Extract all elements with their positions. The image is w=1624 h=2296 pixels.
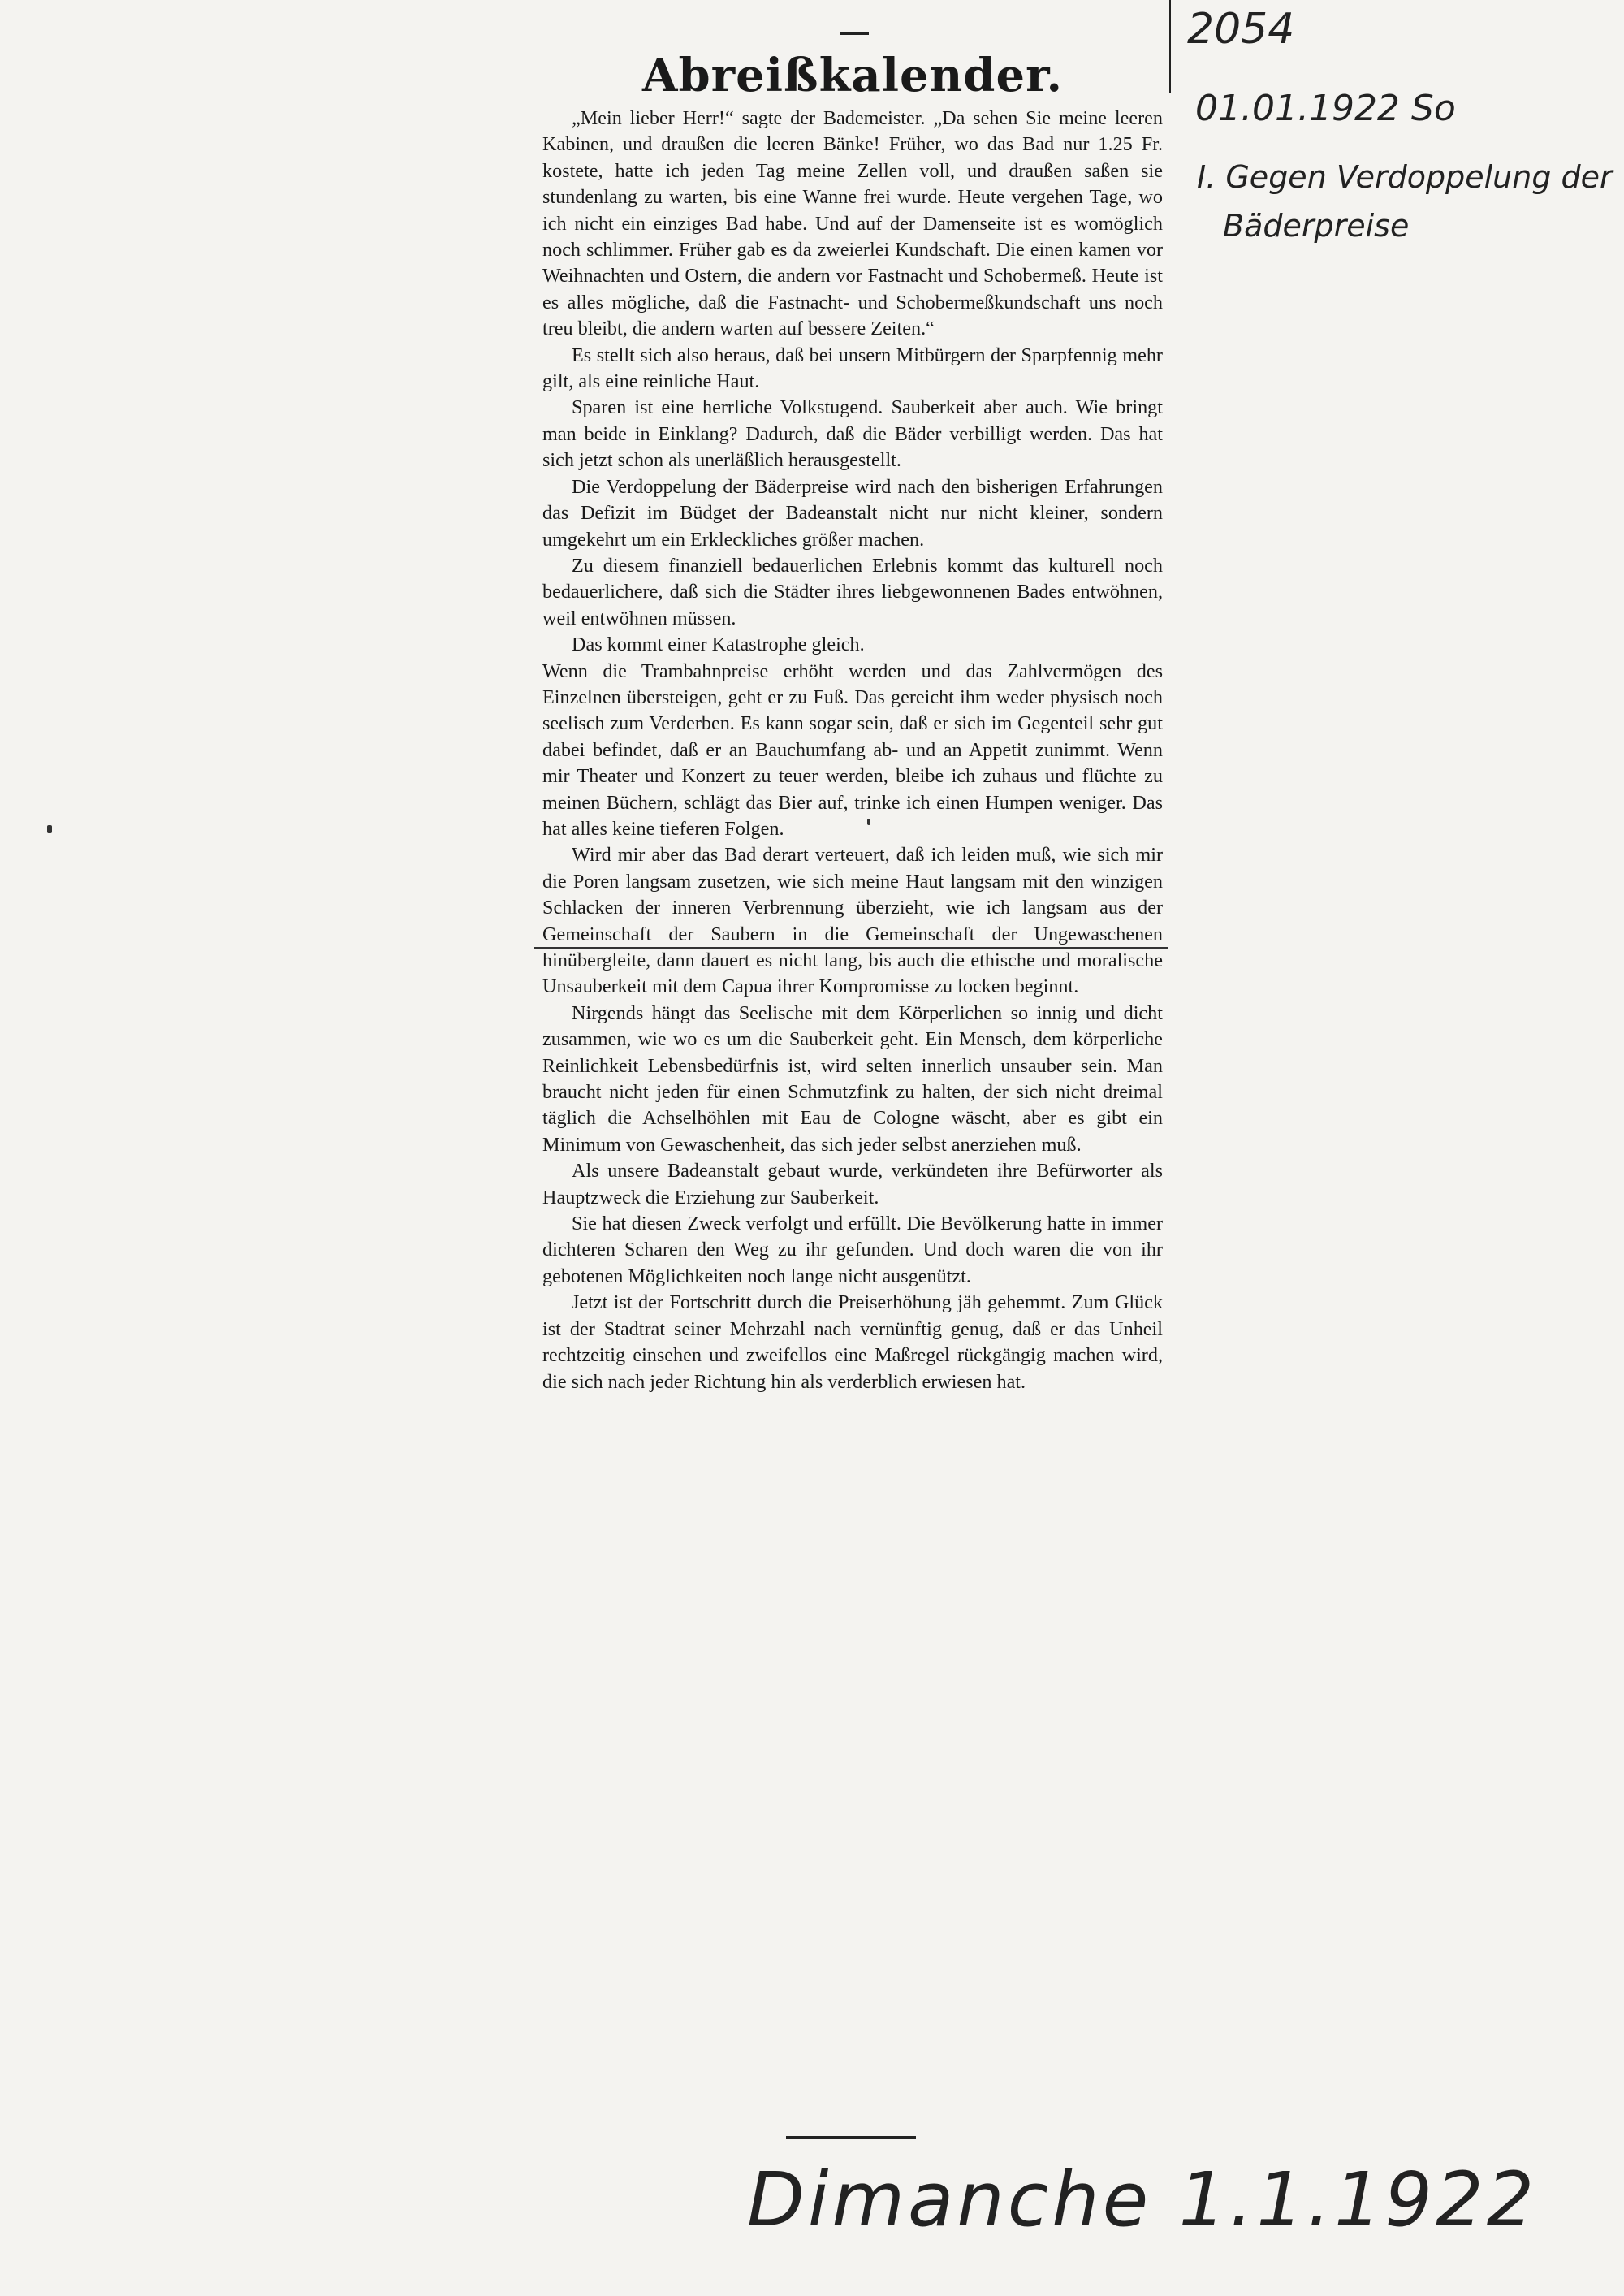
paragraph: Sparen ist eine herrliche Volkstugend. Sauberkeit aber auch. Wie bringt man beide in Einklang? Dadurch, daß die Bäder verbilligt werden. Das hat sich jetzt schon als unerläßlich herausgestellt. (542, 396, 1163, 472)
margin-divider (1169, 0, 1171, 93)
handwritten-bottom-date: Dimanche 1.1.1922 (747, 2156, 1538, 2243)
paragraph: Wenn die Trambahnpreise erhöht werden und das Zahlvermögen des Einzelnen übersteigen, geht er zu Fuß. Das gereicht ihm weder physisch noch seelisch zum Verderben. Es kann sogar sein, daß er sich im Gegenteil sehr gut dabei befindet, daß er an Bauchumfang ab- und an Appetit zunimmt. Wenn mir Theater und Konzert zu teuer werden, bleibe ich zuhaus und flüchte zu meinen Büchern, schlägt das Bier auf, trinke ich einen Humpen weniger. Das hat alles keine tieferen Folgen. (542, 659, 1163, 840)
handwritten-archive-number: 2054 (1187, 5, 1295, 54)
paragraph: Es stellt sich also heraus, daß bei unsern Mitbürgern der Sparpfennig mehr gilt, als eine reinliche Haut. (542, 344, 1163, 393)
paragraph: Sie hat diesen Zweck verfolgt und erfüllt. Die Bevölkerung hatte in immer dichteren Scharen den Weg zu ihr gefunden. Und doch waren die von ihr gebotenen Möglichkeiten noch lange nicht ausgenützt. (542, 1213, 1163, 1287)
paragraph: Nirgends hängt das Seelische mit dem Körperlichen so innig und dicht zusammen, wie wo es um die Sauberkeit geht. Ein Mensch, dem körperliche Reinlichkeit Lebensbedürfnis ist, wird selten innerlich unsauber sein. Man braucht nicht jeden für einen Schmutzfink zu halten, der sich nicht dreimal täglich die Achselhöhlen mit Eau de Cologne wäscht, aber es gibt ein Minimum von Gewaschenheit, das sich jeder selbst anerziehen muß. (542, 1001, 1163, 1156)
top-rule (840, 32, 869, 35)
handwritten-note-line-1: I. Gegen Verdoppelung der (1197, 159, 1613, 195)
newspaper-clipping (542, 32, 1163, 2136)
article-title: Abreißkalender. (642, 49, 1063, 102)
paragraph: Als unsere Badeanstalt gebaut wurde, verkündeten ihre Befürworter als Hauptzweck die Erziehung zur Sauberkeit. (542, 1160, 1163, 1209)
handwritten-date-code: 01.01.1922 So (1195, 88, 1456, 129)
paragraph: Die Verdoppelung der Bäderpreise wird nach den bisherigen Erfahrungen das Defizit im Büdget der Badeanstalt nicht nur nicht kleiner, sondern umgekehrt um ein Erkleckliches größer machen. (542, 475, 1163, 551)
paragraph: Jetzt ist der Fortschritt durch die Preiserhöhung jäh gehemmt. Zum Glück ist der Stadtrat seiner Mehrzahl nach vernünftig genug, daß er das Unheil rechtzeitig einsehen und zweifellos eine Maßregel rückgängig machen wird, die sich nach jeder Richtung hin als verderblich erwiesen hat. (542, 1291, 1163, 1393)
paragraph: Wird mir aber das Bad derart verteuert, daß ich leiden muß, wie sich mir die Poren langsam zusetzen, wie sich meine Haut langsam mit den winzigen Schlacken der inneren Verbrennung überzieht, wie ich langsam aus der Gemeinschaft der Saubern in die Gemeinschaft der Ungewaschenen hinübergleite, dann dauert es nicht lang, bis auch die ethische und moralische Unsauberkeit mit dem Capua ihrer Kompromisse zu locken beginnt. (542, 844, 1163, 998)
column-cut-line (534, 947, 1168, 949)
handwritten-note-line-2: Bäderpreise (1223, 208, 1410, 244)
scan-speck (47, 825, 52, 833)
paragraph: Zu diesem finanziell bedauerlichen Erlebnis kommt das kulturell noch bedauerlichere, daß sich die Städter ihres liebgewonnenen Bades entwöhnen, weil entwöhnen müssen. (542, 554, 1163, 629)
paragraph: Das kommt einer Katastrophe gleich. (572, 633, 865, 656)
paragraph: „Mein lieber Herr!“ sagte der Bademeister. „Da sehen Sie meine leeren Kabinen, und draußen die leeren Bänke! Früher, wo das Bad nur 1.25 Fr. kostete, hatte ich jeden Tag meine Zellen voll, und draußen saßen sie stundenlang zu warten, bis eine Wanne frei wurde. Heute vergehen Tage, wo ich nicht ein einziges Bad habe. Und auf der Damenseite ist es womöglich noch schlimmer. Früher gab es da zweierlei Kundschaft. Die einen kamen vor Weihnachten und Ostern, die andern vor Fastnacht und Schobermeß. Heute ist es alles mögliche, daß die Fastnacht- und Schobermeßkundschaft uns noch treu bleibt, die andern warten auf bessere Zeiten.“ (542, 107, 1163, 340)
end-rule (786, 2136, 916, 2139)
article-body (542, 106, 1163, 1395)
scan-speck (867, 819, 870, 825)
